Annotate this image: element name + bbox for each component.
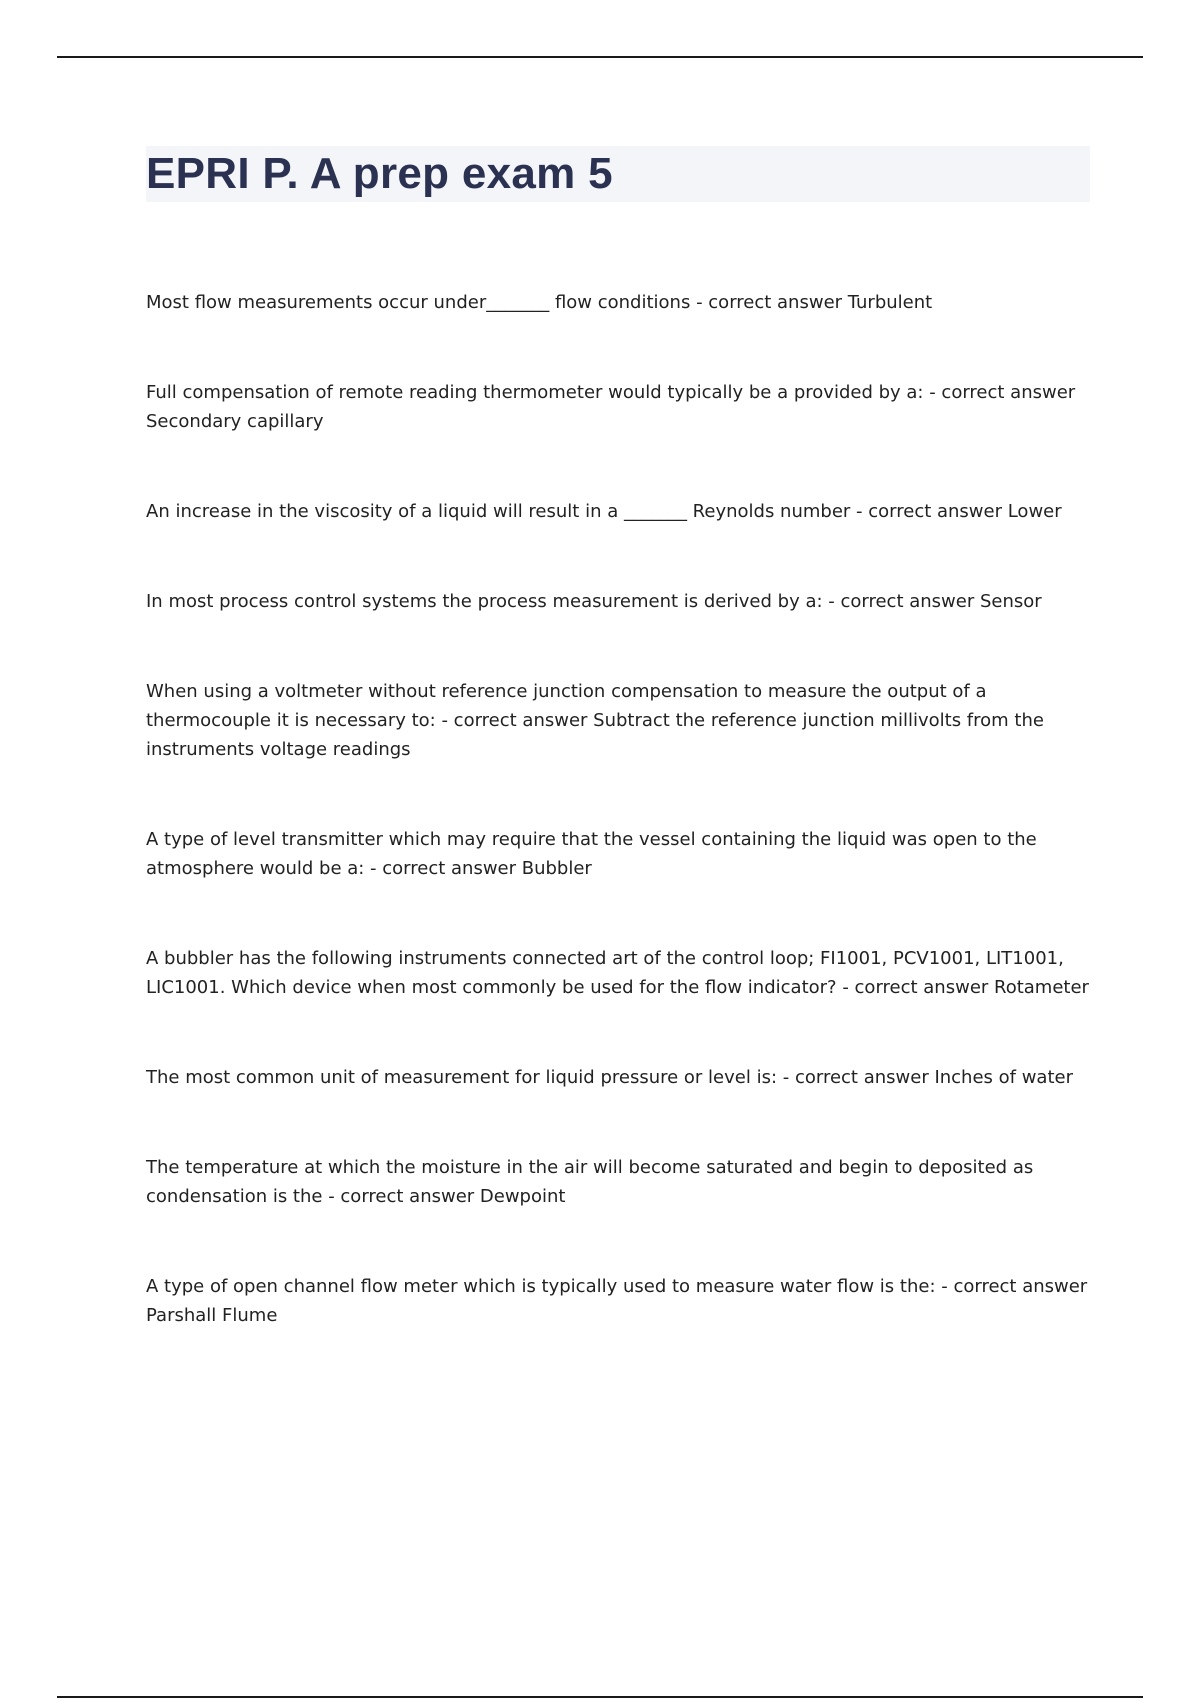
qa-list [146,288,1090,1330]
qa-item-8: The most common unit of measurement for liquid pressure or level is: - correct answer Inches of water [146,1067,1073,1088]
title-band [146,146,1090,202]
top-rule [57,56,1143,58]
qa-item-10: A type of open channel flow meter which is typically used to measure water flow is the: - correct answer Parshall Flume [146,1276,1088,1326]
qa-item-4: In most process control systems the process measurement is derived by a: - correct answer Sensor [146,591,1042,612]
qa-item-6: A type of level transmitter which may require that the vessel containing the liquid was open to the atmosphere would be a: - correct answer Bubbler [146,829,1037,879]
qa-item-9: The temperature at which the moisture in the air will become saturated and begin to deposited as condensation is the - correct answer Dewpoint [146,1157,1034,1207]
qa-item-3: An increase in the viscosity of a liquid will result in a _______ Reynolds number - correct answer Lower [146,501,1062,522]
qa-item-1: Most flow measurements occur under_______ flow conditions - correct answer Turbulent [146,292,933,313]
document-title: EPRI P. A prep exam 5 [146,149,613,198]
qa-item-2: Full compensation of remote reading thermometer would typically be a provided by a: - correct answer Secondary capillary [146,382,1076,432]
qa-item-5: When using a voltmeter without reference junction compensation to measure the output of a thermocouple it is necessary to: - correct answer Subtract the reference junction millivolts from the instruments voltage readings [146,681,1044,760]
qa-item-7: A bubbler has the following instruments connected art of the control loop; FI1001, PCV1001, LIT1001, LIC1001. Which device when most commonly be used for the flow indicator? - correct answer Rotameter [146,948,1089,998]
document-body [146,146,1090,1391]
bottom-rule [57,1696,1143,1698]
